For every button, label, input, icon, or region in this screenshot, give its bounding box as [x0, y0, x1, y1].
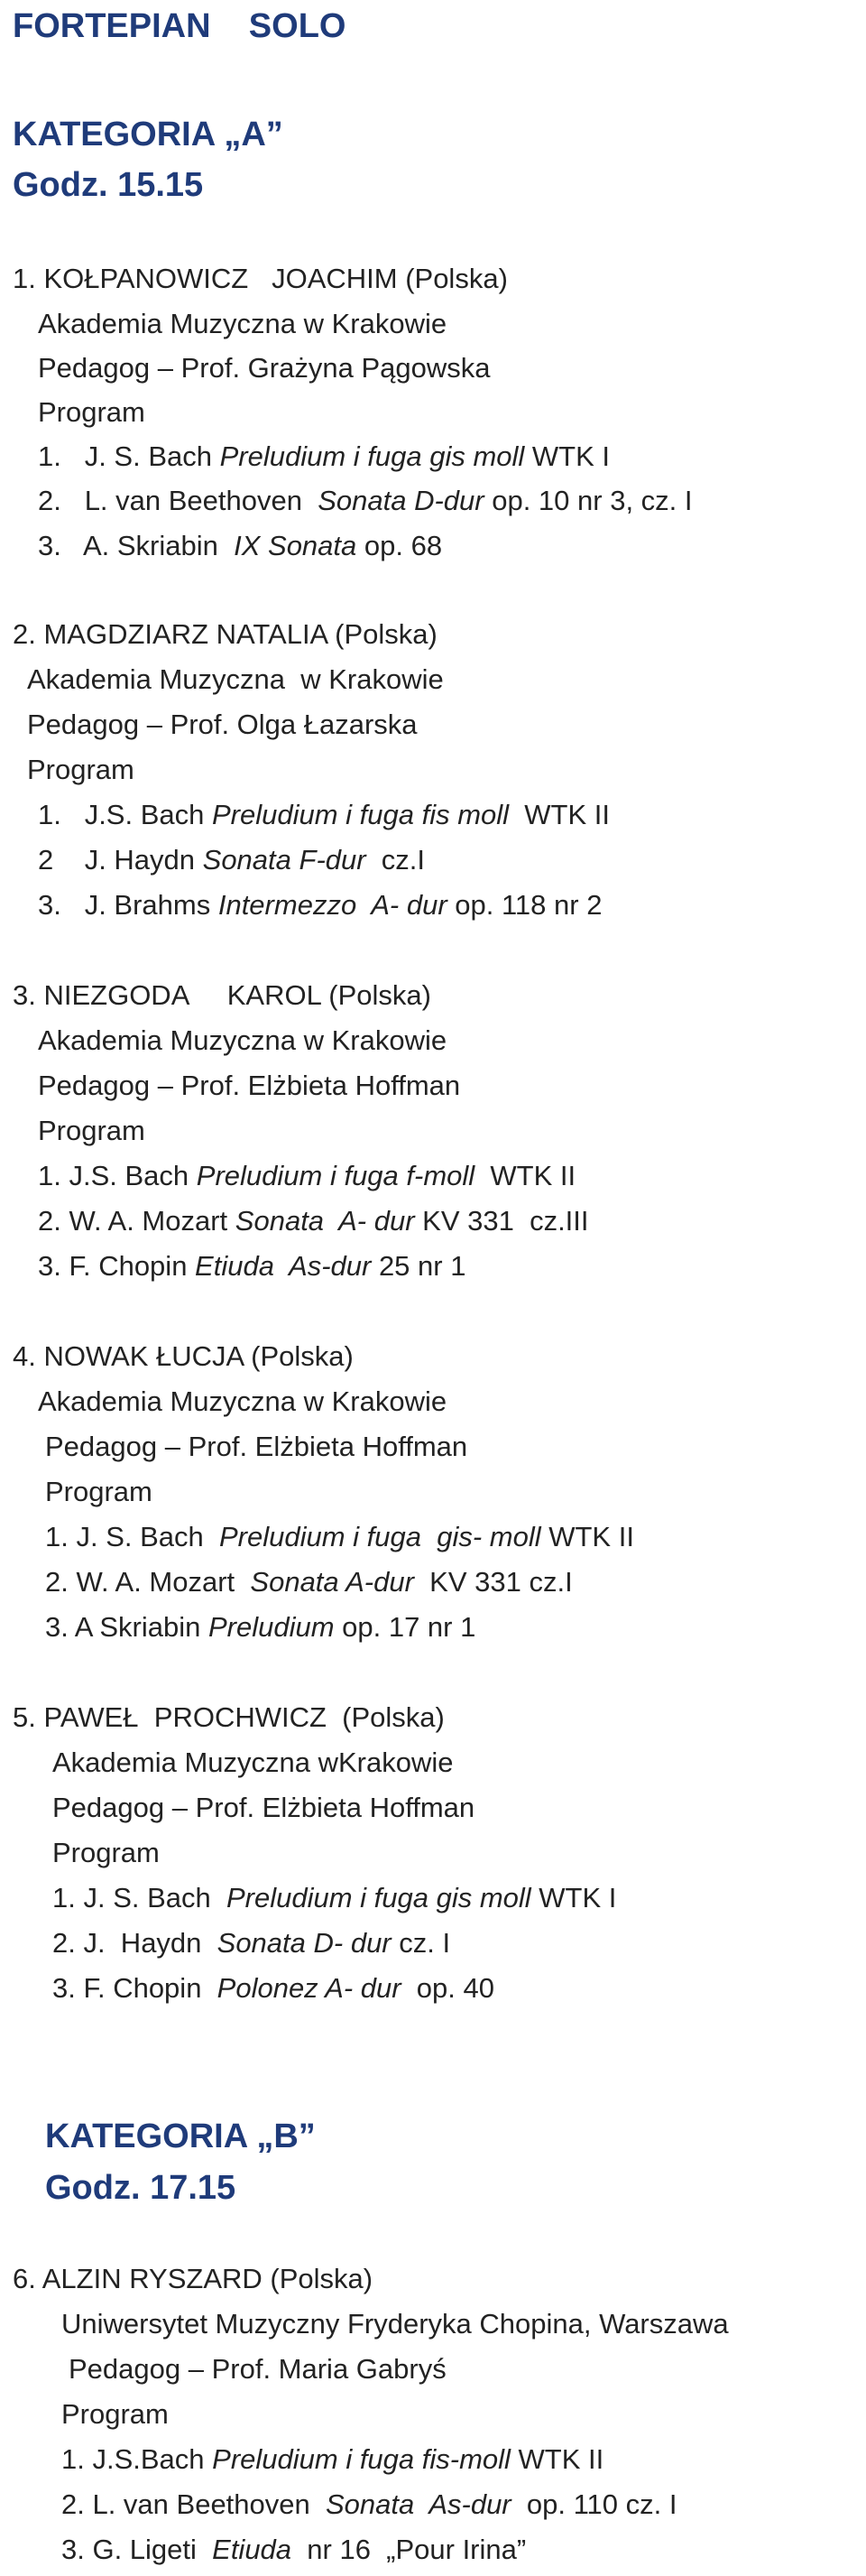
program-piece: 2. W. A. Mozart Sonata A- dur KV 331 cz.III [38, 1205, 589, 1237]
performer-school: Akademia Muzyczna w Krakowie [38, 308, 447, 339]
program-piece: 2. L. van Beethoven Sonata D-dur op. 10 nr 3, cz. I [38, 485, 693, 516]
program-piece: 3. F. Chopin Etiuda As-dur 25 nr 1 [38, 1250, 466, 1282]
program-piece: 2. W. A. Mozart Sonata A-dur KV 331 cz.I [45, 1566, 573, 1598]
program-piece: 3. G. Ligeti Etiuda nr 16 „Pour Irina” [61, 2534, 527, 2565]
program-label: Program [61, 2398, 169, 2430]
category-a-time: Godz. 15.15 [13, 166, 204, 204]
program-label: Program [38, 1115, 145, 1146]
performer-name: 5. PAWEŁ PROCHWICZ (Polska) [13, 1701, 445, 1733]
page-title: FORTEPIAN SOLO [13, 7, 346, 45]
performer-teacher: Pedagog – Prof. Grażyna Pągowska [38, 352, 491, 384]
performer-teacher: Pedagog – Prof. Elżbieta Hoffman [38, 1070, 461, 1101]
performer-teacher: Pedagog – Prof. Maria Gabryś [69, 2353, 447, 2385]
category-b-time: Godz. 17.15 [45, 2169, 236, 2207]
performer-school: Akademia Muzyczna w Krakowie [27, 663, 444, 695]
program-piece: 3. J. Brahms Intermezzo A- dur op. 118 nr 2 [38, 889, 603, 921]
performer-school: Akademia Muzyczna w Krakowie [38, 1385, 447, 1417]
program-piece: 2. J. Haydn Sonata D- dur cz. I [52, 1927, 451, 1959]
category-a-title: KATEGORIA „A” [13, 116, 283, 153]
performer-teacher: Pedagog – Prof. Elżbieta Hoffman [45, 1431, 468, 1462]
performer-teacher: Pedagog – Prof. Elżbieta Hoffman [52, 1792, 475, 1823]
program-piece: 1. J.S. Bach Preludium i fuga f-moll WTK II [38, 1160, 576, 1191]
program-piece: 1. J. S. Bach Preludium i fuga gis- moll WTK II [45, 1521, 634, 1552]
program-piece: 2 J. Haydn Sonata F-dur cz.I [38, 844, 426, 876]
program-piece: 2. L. van Beethoven Sonata As-dur op. 110 cz. I [61, 2488, 677, 2520]
program-label: Program [45, 1476, 152, 1507]
program-piece: 1. J.S.Bach Preludium i fuga fis-moll WTK II [61, 2443, 604, 2475]
program-piece: 1. J.S. Bach Preludium i fuga fis moll WTK II [38, 799, 610, 830]
performer-school: Akademia Muzyczna wKrakowie [52, 1747, 454, 1778]
performer-name: 4. NOWAK ŁUCJA (Polska) [13, 1340, 354, 1372]
program-label: Program [38, 396, 145, 428]
program-piece: 3. F. Chopin Polonez A- dur op. 40 [52, 1972, 494, 2004]
program-label: Program [52, 1837, 160, 1868]
performer-name: 6. ALZIN RYSZARD (Polska) [13, 2263, 373, 2294]
performer-school: Akademia Muzyczna w Krakowie [38, 1024, 447, 1056]
program-label: Program [27, 754, 134, 785]
performer-name: 1. KOŁPANOWICZ JOACHIM (Polska) [13, 263, 508, 294]
program-piece: 1. J. S. Bach Preludium i fuga gis moll WTK I [52, 1882, 617, 1913]
performer-name: 2. MAGDZIARZ NATALIA (Polska) [13, 618, 438, 650]
program-piece: 1. J. S. Bach Preludium i fuga gis moll WTK I [38, 440, 611, 472]
program-piece: 3. A. Skriabin IX Sonata op. 68 [38, 530, 443, 561]
performer-teacher: Pedagog – Prof. Olga Łazarska [27, 709, 418, 740]
performer-school: Uniwersytet Muzyczny Fryderyka Chopina, Warszawa [61, 2308, 729, 2340]
program-piece: 3. A Skriabin Preludium op. 17 nr 1 [45, 1611, 476, 1643]
performer-name: 3. NIEZGODA KAROL (Polska) [13, 979, 431, 1011]
category-b-title: KATEGORIA „B” [45, 2117, 316, 2155]
